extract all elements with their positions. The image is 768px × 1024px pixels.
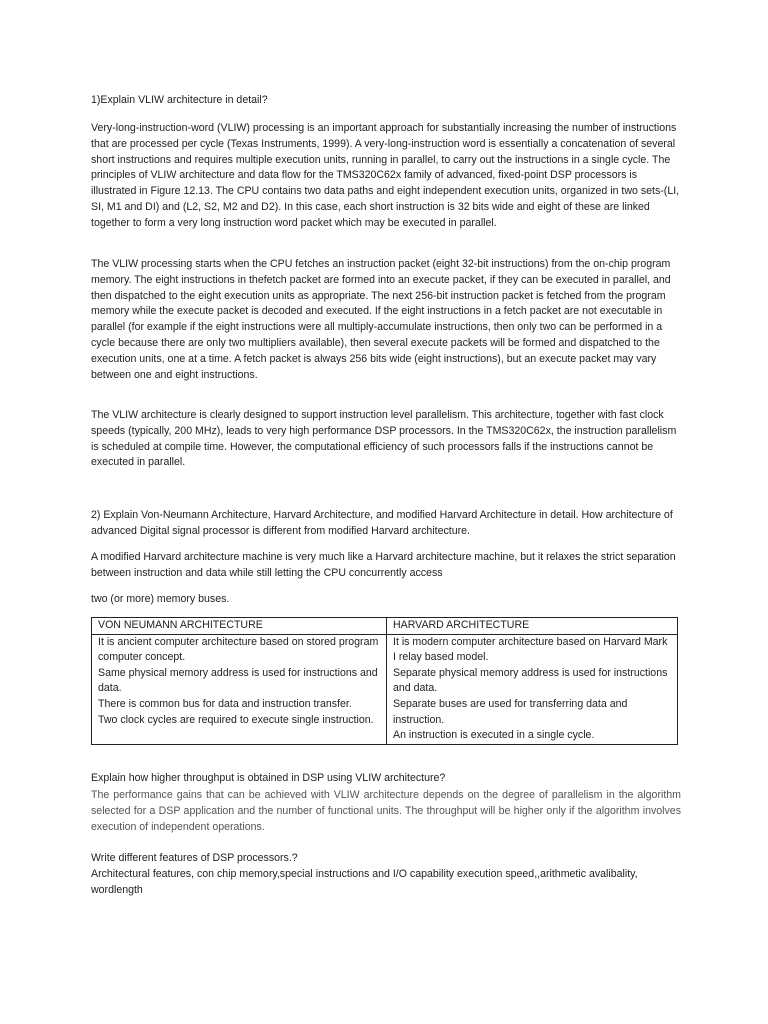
q4-heading: Write different features of DSP processors.? — [91, 852, 298, 864]
von-neumann-header: VON NEUMANN ARCHITECTURE — [92, 618, 387, 635]
q4-answer: Architectural features, con chip memory,special instructions and I/O capability execution speed,,arithmetic avalibality, wordlength — [91, 868, 638, 896]
q3-heading: Explain how higher throughput is obtained in DSP using VLIW architecture? — [91, 772, 446, 784]
von-neumann-point: Same physical memory address is used for instructions and data. — [98, 666, 378, 695]
architecture-comparison-table — [91, 617, 678, 745]
q2-paragraph-2: two (or more) memory buses. — [91, 593, 230, 605]
q3-answer: The performance gains that can be achieved with VLIW architecture depends on the degree of parallelism in the algorithm selected for a DSP application and the number of functional units. The throughput will be higher only if the algorithm involves execution of independent operations. — [91, 789, 681, 833]
table-body-row — [92, 634, 678, 744]
harvard-cell — [387, 634, 678, 744]
q1-heading: 1)Explain VLIW architecture in detail? — [91, 94, 268, 106]
q2-heading: 2) Explain Von-Neumann Architecture, Harvard Architecture, and modified Harvard Architecture in detail. How architecture of advanced Digital signal processor is different from modified Harvard architecture. — [91, 509, 673, 537]
q1-paragraph-3: The VLIW architecture is clearly designed to support instruction level parallelism. This architecture, together with fast clock speeds (typically, 200 MHz), leads to very high performance DSP processors. In the TMS320C62x, the instruction parallelism is scheduled at compile time. However, the computational efficiency of such processors falls if the instructions cannot be executed in parallel. — [91, 409, 677, 469]
table-header-row — [92, 618, 678, 635]
von-neumann-point: There is common bus for data and instruction transfer. — [98, 697, 352, 710]
q2-paragraph-1: A modified Harvard architecture machine is very much like a Harvard architecture machine, but it relaxes the strict separation between instruction and data while still letting the CPU concurrently access — [91, 551, 676, 579]
von-neumann-point: Two clock cycles are required to execute single instruction. — [98, 713, 374, 726]
q1-paragraph-1: Very-long-instruction-word (VLIW) processing is an important approach for substantially increasing the number of instructions that are processed per cycle (Texas Instruments, 1999). A very-long-instruction word is essentially a concatenation of several short instructions and requires multiple execution units, running in parallel, to carry out the instructions in a single cycle. The principles of VLIW architecture and data flow for the TMS320C62x family of advanced, fixed-point DSP processors is illustrated in Figure 12.13. The CPU contains two data paths and eight independent execution units, organized in two sets-(LI, SI, M1 and DI) and (L2, S2, M2 and D2). In this case, each short instruction is 32 bits wide and eight of these are linked together to form a very long instruction word packet which may be executed in parallel. — [91, 122, 680, 229]
q1-paragraph-2: The VLIW processing starts when the CPU fetches an instruction packet (eight 32-bit instructions) from the on-chip program memory. The eight instructions in thefetch packet are formed into an execute packet, if they can be executed in parallel, and then dispatched to the eight execution units as appropriate. The next 256-bit instruction packet is fetched from the program memory while the execute packet is decoded and executed. If the eight instructions in a fetch packet are not executable in parallel (for example if the eight instructions were all multiply-accumulate instructions, then only two can be performed in a cycle because there are only two multipliers available), then several execute packets will be formed and dispatched to the execution units, one at a time. A fetch packet is always 256 bits wide (eight instructions), but an execute packet may vary between one and eight instructions. — [91, 258, 671, 381]
harvard-point: Separate physical memory address is used for instructions and data. — [393, 666, 668, 695]
von-neumann-point: It is ancient computer architecture based on stored program computer concept. — [98, 635, 379, 664]
harvard-point: It is modern computer architecture based on Harvard Mark I relay based model. — [393, 635, 668, 664]
harvard-point: An instruction is executed in a single cycle. — [393, 729, 595, 742]
harvard-point: Separate buses are used for transferring data and instruction. — [393, 697, 628, 726]
von-neumann-cell — [92, 634, 387, 744]
harvard-header: HARVARD ARCHITECTURE — [387, 618, 678, 635]
